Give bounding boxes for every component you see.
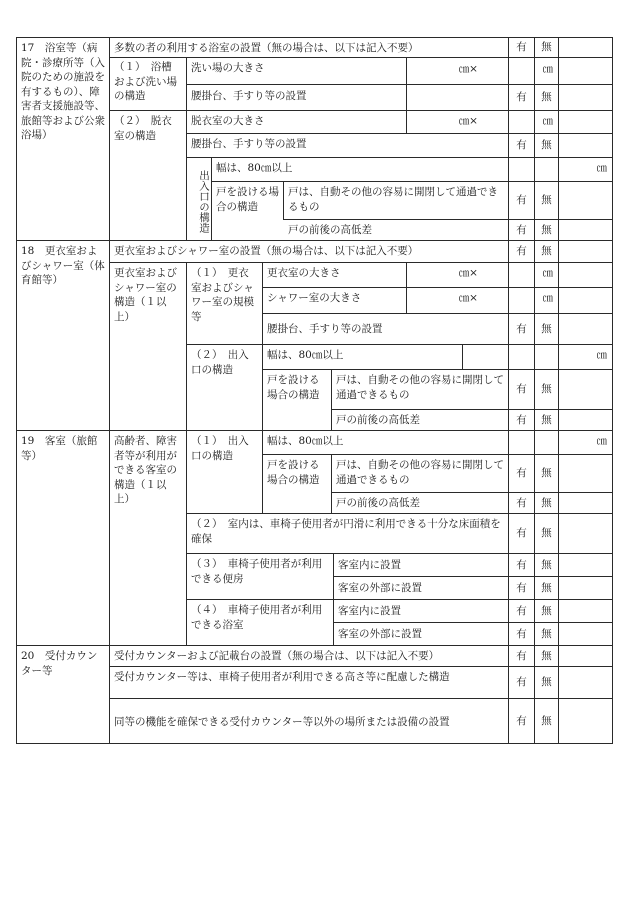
- row-divider: [333, 622, 613, 623]
- no-option[interactable]: 無: [541, 676, 552, 689]
- counter-setup-question: 受付カウンターおよび記載台の設置（無の場合は、以下は記入不要）: [114, 650, 440, 662]
- section-18-title: 18 更衣室およびシャワー室（体育館等）: [21, 245, 105, 286]
- no-option[interactable]: 無: [541, 558, 552, 571]
- yes-option[interactable]: 有: [516, 223, 527, 236]
- bath-in-room-label: 客室内に設置: [338, 605, 401, 617]
- yes-option[interactable]: 有: [516, 581, 527, 594]
- yes-option[interactable]: 有: [516, 245, 527, 258]
- shower-room-depth-unit: ㎝: [542, 292, 553, 304]
- guest-room-entrance-label: （１） 出入口の構造: [191, 435, 249, 462]
- section-19-title: 19 客室（旅館等）: [21, 435, 98, 462]
- column-divider: [558, 37, 559, 744]
- yes-option[interactable]: 有: [516, 41, 527, 54]
- guest-door-auto-open-label: 戸は、自動その他の容易に開閉して通過できるもの: [336, 459, 504, 486]
- no-option[interactable]: 無: [541, 496, 552, 509]
- door-auto-open-label: 戸は、自動その他の容易に開閉して通過できるもの: [288, 186, 498, 213]
- dressing-room-size-label: 脱衣室の大きさ: [191, 115, 265, 127]
- no-option[interactable]: 無: [541, 467, 552, 480]
- locker-room-size-label: 更衣室の大きさ: [267, 267, 341, 279]
- yes-option[interactable]: 有: [516, 383, 527, 396]
- shower-seat-handrail-label: 腰掛台、手すり等の設置: [267, 323, 383, 335]
- shower-entrance-structure-label: （２） 出入口の構造: [191, 349, 249, 376]
- no-option[interactable]: 無: [541, 627, 552, 640]
- no-option[interactable]: 無: [541, 41, 552, 54]
- column-divider: [462, 344, 463, 369]
- alternative-counter-question: 同等の機能を確保できる受付カウンター等以外の場所または設備の設置: [114, 716, 450, 728]
- guest-door-structure-label: 戸を設ける場合の構造: [267, 459, 320, 486]
- yes-option[interactable]: 有: [516, 467, 527, 480]
- yes-option[interactable]: 有: [516, 714, 527, 727]
- locker-shower-scale-label: （１） 更衣室およびシャワー室の規模等: [191, 267, 254, 323]
- no-option[interactable]: 無: [541, 383, 552, 396]
- no-option[interactable]: 無: [541, 194, 552, 207]
- locker-room-width-unit: ㎝×: [458, 267, 478, 279]
- bath-setup-question: 多数の者の利用する浴室の設置（無の場合は、以下は記入不要）: [114, 42, 419, 54]
- no-option[interactable]: 無: [541, 322, 552, 335]
- no-option[interactable]: 無: [541, 91, 552, 104]
- yes-option[interactable]: 有: [516, 627, 527, 640]
- row-divider: [333, 576, 613, 577]
- toilet-outside-room-label: 客室の外部に設置: [338, 582, 422, 594]
- shower-door-structure-label: 戸を設ける場合の構造: [267, 374, 320, 401]
- shower-door-level-difference-label: 戸の前後の高低差: [336, 414, 420, 426]
- yes-option[interactable]: 有: [516, 558, 527, 571]
- yes-option[interactable]: 有: [516, 91, 527, 104]
- no-option[interactable]: 無: [541, 714, 552, 727]
- entrance-width-label: 幅は、80㎝以上: [216, 162, 293, 174]
- yes-option[interactable]: 有: [516, 676, 527, 689]
- entrance-width-unit: ㎝: [596, 162, 607, 174]
- table-border-bottom: [16, 743, 613, 744]
- floor-area-label: （２） 室内は、車椅子使用者が円滑に利用できる十分な床面積を確保: [191, 518, 501, 545]
- no-option[interactable]: 無: [541, 413, 552, 426]
- dressing-seat-handrail-label: 腰掛台、手すり等の設置: [191, 138, 307, 150]
- locker-shower-structure-label: 更衣室およびシャワー室の構造（１以上）: [114, 267, 177, 323]
- no-option[interactable]: 無: [541, 245, 552, 258]
- no-option[interactable]: 無: [541, 581, 552, 594]
- guest-door-level-difference-label: 戸の前後の高低差: [336, 497, 420, 509]
- entrance-structure-label: 出入口の構造: [198, 169, 210, 233]
- guest-room-structure-label: 高齢者、障害者等が利用ができる客室の構造（１以上）: [114, 435, 177, 505]
- shower-room-size-label: シャワー室の大きさ: [267, 292, 362, 304]
- locker-room-depth-unit: ㎝: [542, 267, 553, 279]
- shower-entrance-width-unit: ㎝: [596, 349, 607, 361]
- dressing-room-structure-label: （２） 脱衣室の構造: [114, 115, 172, 142]
- shower-setup-question: 更衣室およびシャワー室の設置（無の場合は、以下は記入不要）: [114, 245, 419, 257]
- wash-area-depth-unit: ㎝: [542, 63, 553, 75]
- dressing-room-width-unit: ㎝×: [458, 115, 478, 127]
- bathtub-structure-label: （１） 浴槽および洗い場の構造: [114, 61, 177, 102]
- dressing-room-depth-unit: ㎝: [542, 115, 553, 127]
- accessible-toilet-label: （３） 車椅子使用者が利用できる便房: [191, 558, 323, 585]
- yes-option[interactable]: 有: [516, 322, 527, 335]
- table-border-right: [612, 37, 613, 744]
- shower-entrance-width-label: 幅は、80㎝以上: [267, 349, 344, 361]
- shower-room-width-unit: ㎝×: [458, 292, 478, 304]
- yes-option[interactable]: 有: [516, 139, 527, 152]
- section-17-title: 17 浴室等（病院・診療所等（入院のための施設を有するもの）、障害者支援施設等、旅館等および公衆浴場）: [21, 42, 105, 141]
- no-option[interactable]: 無: [541, 139, 552, 152]
- bath-outside-room-label: 客室の外部に設置: [338, 628, 422, 640]
- guest-room-entrance-width-unit: ㎝: [596, 435, 607, 447]
- yes-option[interactable]: 有: [516, 496, 527, 509]
- yes-option[interactable]: 有: [516, 413, 527, 426]
- section-20-title: 20 受付カウンター等: [21, 650, 98, 677]
- no-option[interactable]: 無: [541, 649, 552, 662]
- shower-door-auto-open-label: 戸は、自動その他の容易に開閉して通過できるもの: [336, 374, 504, 401]
- wash-area-width-unit: ㎝×: [458, 63, 478, 75]
- yes-option[interactable]: 有: [516, 194, 527, 207]
- no-option[interactable]: 無: [541, 604, 552, 617]
- yes-option[interactable]: 有: [516, 527, 527, 540]
- door-level-difference-label: 戸の前後の高低差: [288, 224, 372, 236]
- counter-height-question: 受付カウンター等は、車椅子使用者が利用できる高さ等に配慮した構造: [114, 671, 450, 683]
- accessible-bath-label: （４） 車椅子使用者が利用できる浴室: [191, 604, 323, 631]
- guest-room-entrance-width-label: 幅は、80㎝以上: [267, 435, 344, 447]
- no-option[interactable]: 無: [541, 527, 552, 540]
- door-structure-label: 戸を設ける場合の構造: [216, 186, 279, 213]
- yes-option[interactable]: 有: [516, 649, 527, 662]
- wash-seat-handrail-label: 腰掛台、手すり等の設置: [191, 90, 307, 102]
- yes-option[interactable]: 有: [516, 604, 527, 617]
- toilet-in-room-label: 客室内に設置: [338, 559, 401, 571]
- wash-area-size-label: 洗い場の大きさ: [191, 62, 265, 74]
- no-option[interactable]: 無: [541, 223, 552, 236]
